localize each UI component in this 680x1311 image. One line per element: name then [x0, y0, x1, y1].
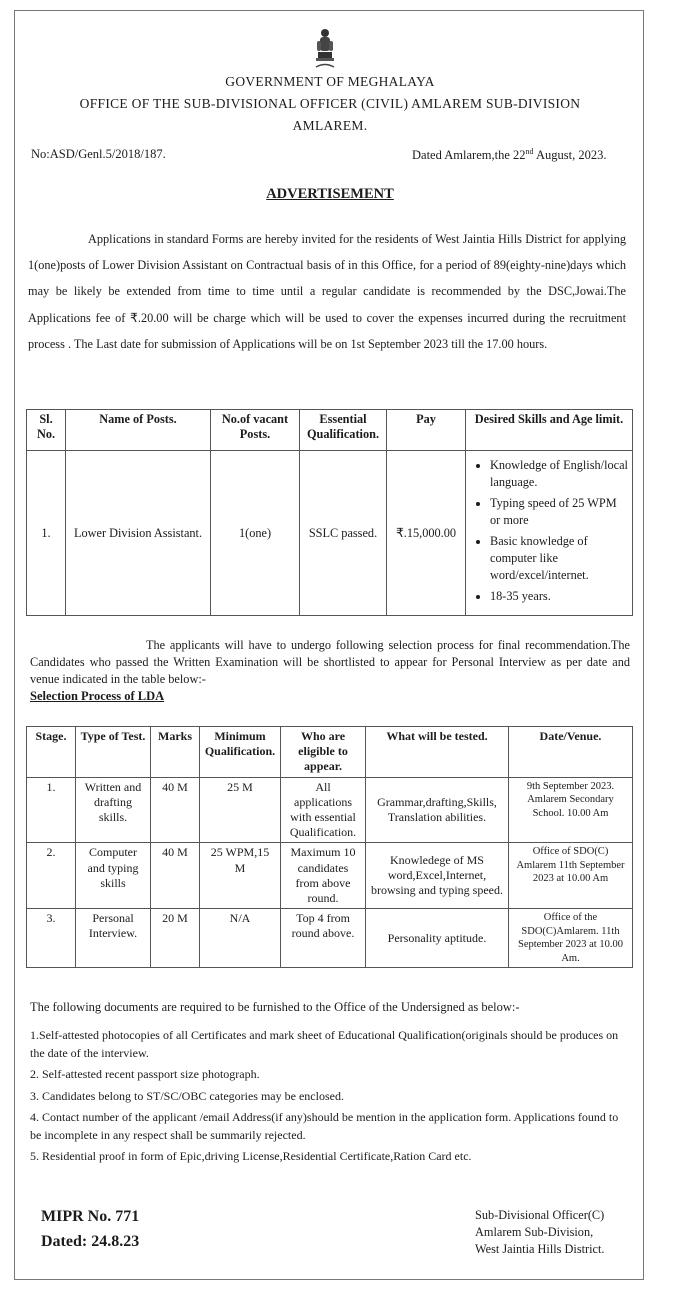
- cell-sl: 1.: [27, 451, 66, 616]
- documents-heading: The following documents are required to be furnished to the Office of the Undersigned as below:-: [30, 1000, 520, 1014]
- col-min-qualification: Minimum Qualification.: [200, 727, 281, 778]
- cell-eligible: Top 4 from round above.: [281, 909, 366, 968]
- advertisement-title: ADVERTISEMENT: [266, 186, 394, 202]
- list-item: 1.Self-attested photocopies of all Certificates and mark sheet of Educational Qualification(originals should be produces on the date of the interview.: [30, 1028, 619, 1060]
- cell-min-qualification: N/A: [200, 909, 281, 968]
- cell-eligible: All applications with essential Qualification.: [281, 777, 366, 843]
- col-pay: Pay: [387, 410, 466, 451]
- cell-tested: Knowledege of MS word,Excel,Internet, browsing and typing speed.: [366, 843, 509, 909]
- advertisement-page: [14, 10, 644, 1280]
- selection-title: Selection Process of LDA: [30, 689, 165, 703]
- list-item: • Typing speed of 25 WPM or more: [490, 495, 628, 529]
- mipr-block: [41, 1204, 139, 1254]
- col-tested: What will be tested.: [366, 727, 509, 778]
- cell-name: Lower Division Assistant.: [66, 451, 211, 616]
- cell-stage: 2.: [27, 843, 76, 909]
- col-marks: Marks: [151, 727, 200, 778]
- mipr-date: Dated: 24.8.23: [41, 1233, 140, 1250]
- col-date-venue: Date/Venue.: [509, 727, 633, 778]
- cell-tested: Grammar,drafting,Skills, Translation abilities.: [366, 777, 509, 843]
- list-item: 3. Candidates belong to ST/SC/OBC categories may be enclosed.: [30, 1088, 344, 1103]
- selection-table: [26, 726, 633, 968]
- col-vacant: No.of vacant Posts.: [211, 410, 300, 451]
- cell-marks: 40 M: [151, 843, 200, 909]
- table-row: [27, 777, 633, 843]
- mipr-number: MIPR No. 771: [41, 1208, 140, 1225]
- list-item: • 18-35 years.: [490, 588, 628, 605]
- signature-district: West Jaintia Hills District.: [475, 1242, 605, 1256]
- col-skills: Desired Skills and Age limit.: [466, 410, 633, 451]
- selection-intro: The applicants will have to undergo following selection process for final recommendation.The Candidates who passed the Written Examination will be shortlisted to appear for Personal Interview as per date and venue indicated in the table below:-: [30, 638, 630, 686]
- intro-paragraph: Applications in standard Forms are hereby invited for the residents of West Jaintia Hills District for applying 1(one)posts of Lower Division Assistant on Contractual basis of in this Office, for a period of 89(eighty-nine)days which may be likely be extended from time to time until a regular candidate is recommended by the DSC,Jowai.The Applications fee of ₹.20.00 will be charge which will be used to cover the expenses incurred during the recruitment process . The Last date for submission of Applications will be on 1st September 2023 till the 17.00 hours.: [28, 232, 626, 351]
- office-heading: OFFICE OF THE SUB-DIVISIONAL OFFICER (CIVIL) AMLAREM SUB-DIVISION: [79, 96, 581, 111]
- cell-marks: 20 M: [151, 909, 200, 968]
- list-item: • Basic knowledge of computer like word/excel/internet.: [490, 533, 628, 584]
- list-item: 5. Residential proof in form of Epic,driving License,Residential Certificate,Ration Card etc.: [30, 1149, 472, 1163]
- cell-eligible: Maximum 10 candidates from above round.: [281, 843, 366, 909]
- posts-table: [26, 409, 633, 616]
- posts-table-header: [27, 410, 633, 451]
- documents-list: [30, 1027, 630, 1170]
- cell-stage: 3.: [27, 909, 76, 968]
- skills-list: [466, 453, 632, 613]
- col-qualification: Essential Qualification.: [300, 410, 387, 451]
- table-row: [27, 909, 633, 968]
- cell-skills: [466, 451, 633, 616]
- cell-type: Written and drafting skills.: [76, 777, 151, 843]
- location-heading: AMLAREM.: [292, 118, 368, 133]
- cell-tested: Personality aptitude.: [366, 909, 509, 968]
- table-row: [27, 843, 633, 909]
- col-type: Type of Test.: [76, 727, 151, 778]
- cell-marks: 40 M: [151, 777, 200, 843]
- list-item: • Knowledge of English/local language.: [490, 457, 628, 491]
- signature-block: [475, 1207, 604, 1258]
- list-item: 2. Self-attested recent passport size photograph.: [30, 1067, 260, 1081]
- col-name: Name of Posts.: [66, 410, 211, 451]
- state-emblem-icon: [312, 27, 338, 75]
- col-stage: Stage.: [27, 727, 76, 778]
- cell-qualification: SSLC passed.: [300, 451, 387, 616]
- reference-number: No:ASD/Genl.5/2018/187.: [31, 147, 166, 161]
- dated-line: Dated Amlarem,the 22nd August, 2023.: [412, 147, 607, 163]
- cell-pay: ₹.15,000.00: [387, 451, 466, 616]
- list-item: 4. Contact number of the applicant /email Address(if any)should be mention in the application form. Applications found to be incomplete in any respect shall be summarily rejected.: [30, 1110, 619, 1142]
- cell-min-qualification: 25 WPM,15 M: [200, 843, 281, 909]
- table-row: [27, 451, 633, 616]
- government-heading: GOVERNMENT OF MEGHALAYA: [225, 74, 435, 89]
- cell-min-qualification: 25 M: [200, 777, 281, 843]
- cell-date-venue: 9th September 2023. Amlarem Secondary School. 10.00 Am: [509, 777, 633, 843]
- cell-stage: 1.: [27, 777, 76, 843]
- signature-office: Amlarem Sub-Division,: [475, 1225, 594, 1239]
- signature-title: Sub-Divisional Officer(C): [475, 1208, 605, 1222]
- cell-date-venue: Office of SDO(C) Amlarem 11th September 2023 at 10.00 Am: [509, 843, 633, 909]
- col-sl: Sl. No.: [27, 410, 66, 451]
- selection-table-header: [27, 727, 633, 778]
- col-eligible: Who are eligible to appear.: [281, 727, 366, 778]
- cell-date-venue: Office of the SDO(C)Amlarem. 11th September 2023 at 10.00 Am.: [509, 909, 633, 968]
- cell-vacant: 1(one): [211, 451, 300, 616]
- cell-type: Computer and typing skills: [76, 843, 151, 909]
- cell-type: Personal Interview.: [76, 909, 151, 968]
